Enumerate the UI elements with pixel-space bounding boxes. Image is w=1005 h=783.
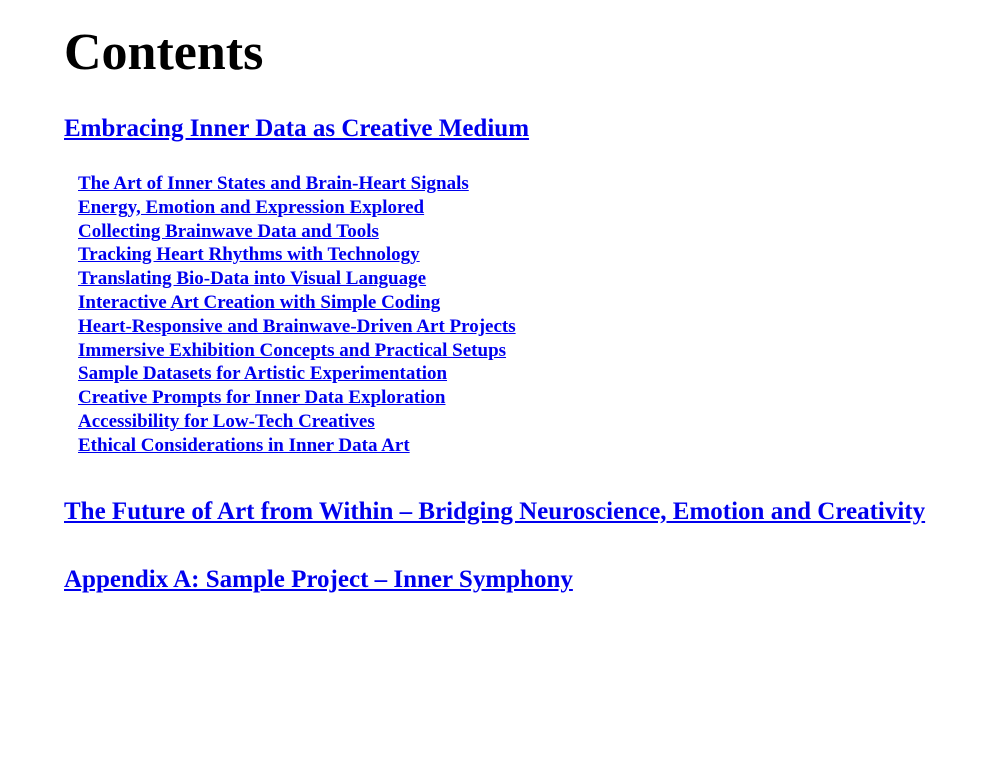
toc-section-link[interactable]: Ethical Considerations in Inner Data Art (78, 434, 410, 456)
toc-chapter-2-link[interactable]: The Future of Art from Within – Bridging Neuroscience, Emotion and Creativity (64, 497, 926, 525)
list-item (78, 434, 944, 458)
toc-section-link[interactable]: Heart-Responsive and Brainwave-Driven Art Projects (78, 315, 516, 337)
list-item (78, 315, 944, 339)
toc-section-link[interactable]: Energy, Emotion and Expression Explored (78, 196, 425, 218)
toc-section-list (78, 172, 944, 458)
list-item (78, 172, 944, 196)
list-item (78, 220, 944, 244)
toc-section-link[interactable]: Creative Prompts for Inner Data Exploration (78, 387, 446, 409)
list-item (78, 386, 944, 410)
toc-section-link[interactable]: Collecting Brainwave Data and Tools (78, 220, 379, 242)
toc-chapter-1-link[interactable]: Embracing Inner Data as Creative Medium (64, 115, 530, 142)
toc-section-link[interactable]: Immersive Exhibition Concepts and Practical Setups (78, 339, 507, 361)
toc-section-link[interactable]: Sample Datasets for Artistic Experimentation (78, 363, 448, 385)
table-of-contents (64, 0, 944, 596)
list-item (78, 267, 944, 291)
toc-section-link[interactable]: Translating Bio-Data into Visual Language (78, 268, 427, 290)
toc-section-link[interactable]: The Art of Inner States and Brain-Heart Signals (78, 173, 469, 194)
toc-section-link[interactable]: Interactive Art Creation with Simple Coding (78, 291, 441, 313)
toc-appendix-a-link[interactable]: Appendix A: Sample Project – Inner Symphony (64, 565, 573, 593)
list-item (78, 243, 944, 267)
page-title: Contents (64, 24, 264, 81)
list-item (78, 410, 944, 434)
list-item (78, 362, 944, 386)
list-item (78, 196, 944, 220)
toc-section-link[interactable]: Accessibility for Low-Tech Creatives (78, 410, 375, 432)
list-item (78, 291, 944, 315)
list-item (78, 339, 944, 363)
toc-section-link[interactable]: Tracking Heart Rhythms with Technology (78, 244, 420, 266)
